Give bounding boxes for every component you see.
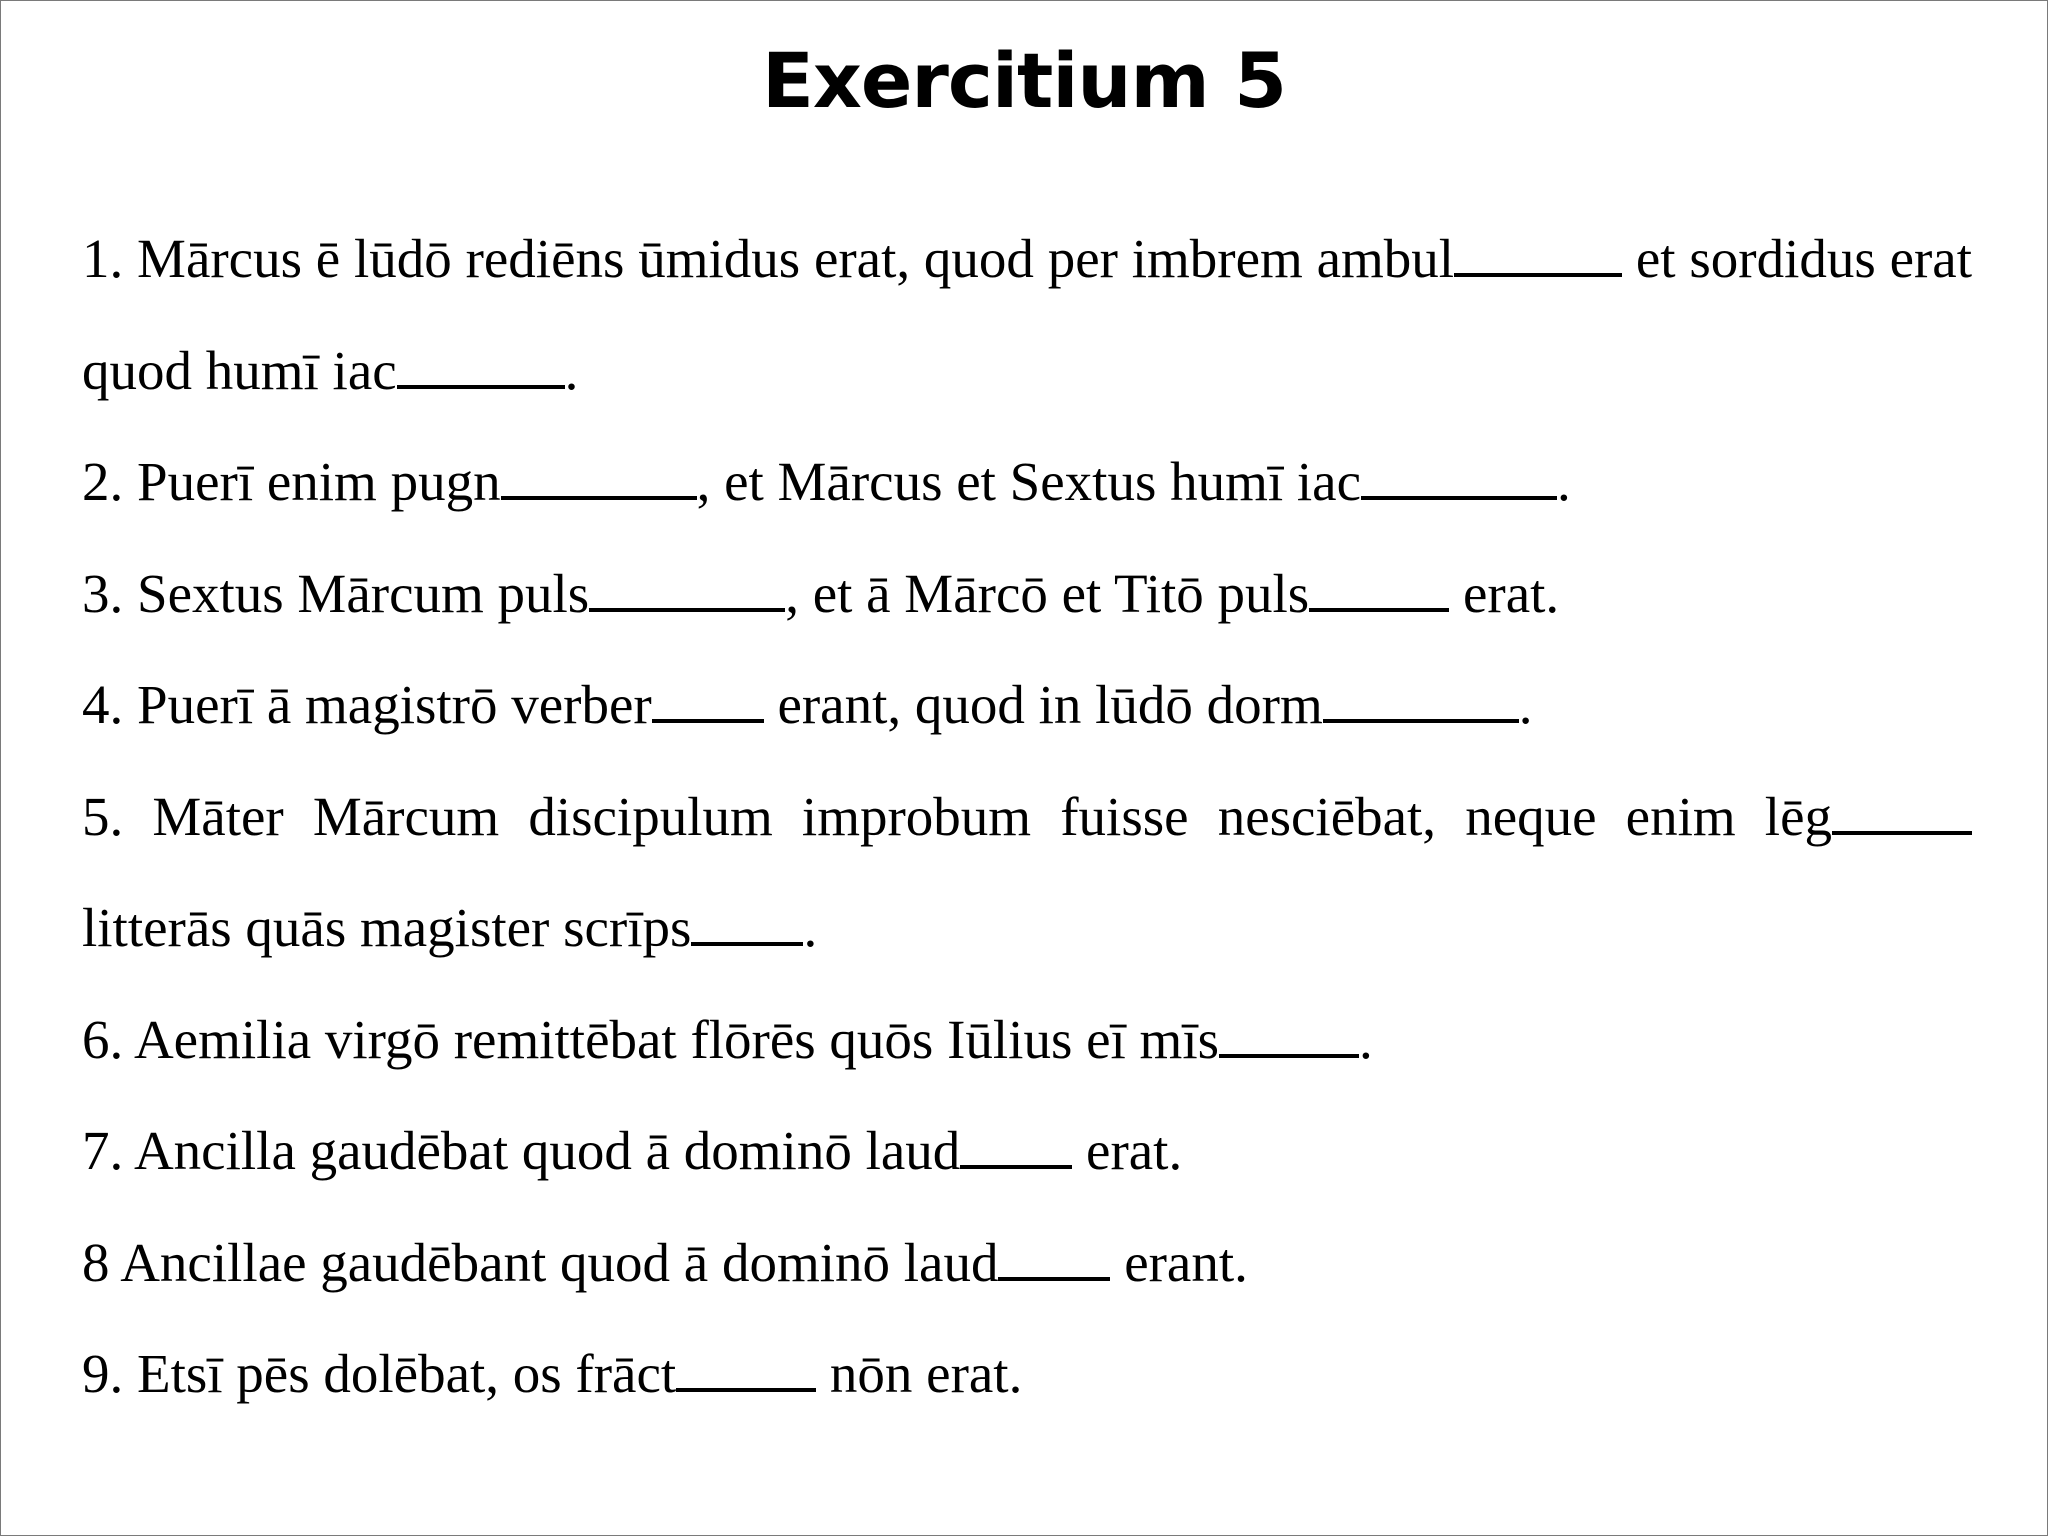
item-text: nōn erat. — [816, 1343, 1023, 1404]
answer-blank[interactable] — [1832, 787, 1972, 835]
item-text: . — [564, 339, 579, 401]
exercise-item-6 — [82, 984, 1972, 1096]
item-text: erant. — [1110, 1231, 1248, 1293]
item-text: 2. Puerī enim pugn — [82, 451, 501, 512]
answer-blank[interactable] — [1361, 452, 1557, 500]
item-text: et sordidus erat quod humī iac — [82, 228, 1972, 401]
answer-blank[interactable] — [960, 1121, 1072, 1169]
exercise-item-4 — [82, 649, 1972, 761]
item-text: 4. Puerī ā magistrō verber — [82, 674, 652, 735]
answer-blank[interactable] — [1309, 564, 1449, 612]
answer-blank[interactable] — [691, 898, 803, 946]
item-text: . — [1518, 674, 1533, 735]
answer-blank[interactable] — [397, 341, 565, 389]
exercise-item-9 — [82, 1318, 1972, 1430]
answer-blank[interactable] — [1323, 675, 1519, 723]
item-text: . — [1557, 451, 1571, 512]
exercise-list — [82, 203, 1972, 1430]
item-text: . — [1359, 1008, 1373, 1070]
answer-blank[interactable] — [589, 564, 785, 612]
item-text: 5. Māter Mārcum discipulum improbum fuisse nesciēbat, neque enim lēg — [82, 785, 1832, 847]
exercise-item-5 — [82, 761, 1972, 984]
item-text: litterās quās magister scrīps — [82, 897, 692, 958]
answer-blank[interactable] — [998, 1233, 1110, 1281]
item-text: erant, quod in lūdō dorm — [763, 674, 1323, 735]
answer-blank[interactable] — [676, 1344, 816, 1392]
item-text: , et ā Mārcō et Titō puls — [785, 562, 1310, 624]
answer-blank[interactable] — [501, 452, 697, 500]
answer-blank[interactable] — [652, 675, 764, 723]
item-text: 9. Etsī pēs dolēbat, os frāct — [82, 1343, 677, 1404]
exercise-item-1 — [82, 203, 1972, 426]
exercise-item-2 — [82, 426, 1972, 538]
item-text: 7. Ancilla gaudēbat quod ā dominō laud — [82, 1120, 961, 1181]
answer-blank[interactable] — [1219, 1010, 1359, 1058]
item-text: erat. — [1449, 562, 1560, 624]
item-text: erat. — [1072, 1120, 1183, 1181]
item-text: , et Mārcus et Sextus humī iac — [696, 451, 1362, 512]
item-text: 8 Ancillae gaudēbant quod ā dominō laud — [82, 1231, 999, 1293]
answer-blank[interactable] — [1454, 229, 1622, 277]
item-text: . — [803, 897, 818, 958]
item-text: 1. Mārcus ē lūdō rediēns ūmidus erat, quod per imbrem ambul — [82, 228, 1455, 289]
item-text: 6. Aemilia virgō remittēbat flōrēs quōs Iūlius eī mīs — [82, 1008, 1220, 1070]
exercise-item-3 — [82, 538, 1972, 650]
exercise-item-8 — [82, 1207, 1972, 1319]
item-text: 3. Sextus Mārcum puls — [82, 562, 590, 624]
exercise-item-7 — [82, 1095, 1972, 1207]
page-title: Exercitium 5 — [761, 36, 1287, 125]
